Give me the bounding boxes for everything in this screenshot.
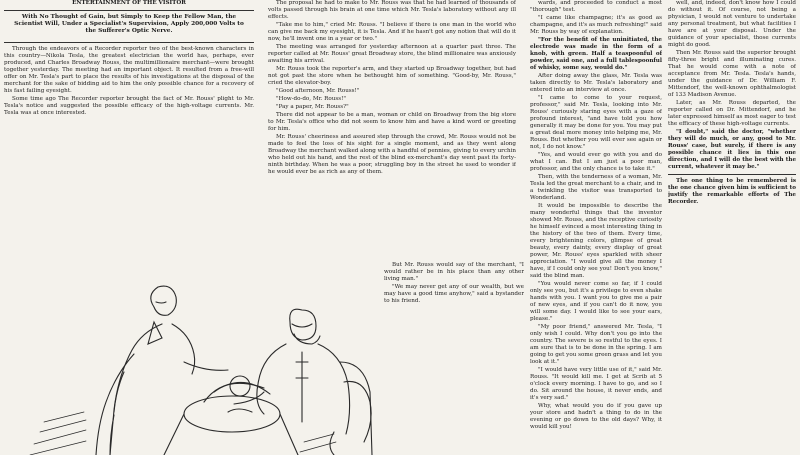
lower-text [384, 262, 524, 455]
paragraph: The meeting was arranged for yesterday afternoon at a quarter past three. The reporter called at Mr. Rouss' great Broadway store, the blind millionaire was anxiously awaiting his arrival. [268, 44, 516, 64]
column-1-top-line: ENTERTAINMENT OF THE VISITOR [72, 0, 186, 6]
paragraph: "For the benefit of the uninitiated, the electrode was made in the form of a knob, with green. Half a teaspoonful of powder, said one, and a full tablespoonful of whisky, some say, would do." [530, 37, 662, 71]
paragraph: "Pay a paper, Mr. Rouss?" [276, 104, 349, 110]
divider [668, 174, 796, 175]
paragraph: There did not appear to be a man, woman or child on Broadway from the big store to Mr. Tesla's office who did not seem to know him and have a kind word or greeting for him. [268, 112, 516, 132]
divider [4, 42, 254, 43]
paragraph: "You would never come so far, if I could only see you, but it's a privilege to even shake hands with you. I want you to give me a pair of new eyes, and if you can't do it now, you will some day. I would like to see your ears, please." [530, 281, 662, 322]
paragraph: Mr. Rouss' cheeriness and assured step through the crowd, Mr. Rouss would not be made to feel the loss of his sight for a single moment, and as they went along Broadway the merchant walked along with a handful of pennies, giving to every urchin who held out his hand, and the rest of the blind ex-merchant's day went past its forty-ninth birthday. When he was a poor, struggling boy in the street he used to wonder if he would ever be as rich as any of them. [268, 134, 516, 175]
paragraph: "Good afternoon, Mr. Rouss!" [276, 88, 360, 94]
paragraph: After doing away the glass, Mr. Tesla was taken directly to Mr. Tesla's laboratory and entered into an interview at once. [530, 73, 662, 93]
paragraph: Then, with the tenderness of a woman, Mr. Tesla led the great merchant to a chair, and in a twinkling the visitor was transported to Wonderland. [530, 174, 662, 201]
divider [4, 10, 254, 11]
illustration-tesla-rouss [4, 262, 376, 455]
paragraph: "My poor friend," answered Mr. Tesla, "I only wish I could. Why don't you go into the country. The severe is so restful to the eyes. I am sure that is to be done in the spring. I am going to get you some green grass and let you look at it." [530, 324, 662, 365]
paragraph: wards, and proceeded to conduct a most "thorough" test. [530, 0, 662, 13]
paragraph: The one thing to be remembered is the one chance given him is sufficient to justify the remarkable efforts of The Recorder. [668, 178, 796, 205]
paragraph: But Mr. Rouss would say of the merchant, "I would rather be in his place than any other living man." [384, 262, 524, 282]
paragraph: "Yes, and would ever go with you and do what I can. But I am just a poor man, professor, and the only chance is to take it." [530, 152, 662, 172]
paragraph: Mr. Rouss took the reporter's arm, and they started up Broadway together, but had not got past the store when he bethought him of something. "Good-by, Mr. Rouss," cried the elevator-boy. [268, 66, 516, 86]
paragraph: Through the endeavors of a Recorder reporter two of the best-known characters in this country—Nikola Tesla, the greatest electrician the world has, perhaps, ever produced, and Charles Broadway Rouss, the multimillionaire merchant—were brought together yesterday. The meeting had an important object. It resulted from a free-will offer on Mr. Tesla's part to place the results of his investigations at the disposal of the merchant for the sake of bidding aid to him the only possible chance for a recovery of his fast failing eyesight. [4, 45, 254, 94]
paragraph: It would be impossible to describe the many wonderful things that the inventor showed Mr. Rouss, and the receptive curiosity he himself evinced a most interesting thing in the history of the two of them. Every time, every brightening colors, glimpse of great beauty, every dainty, every display of great power, Mr. Rouss' eyes sparkled with sheer appreciation. "I would give all the money I have, if I could only see you! Don't you know," said the blind man. [530, 203, 662, 279]
paragraph: Later, as Mr. Rouss departed, the reporter called on Dr. Mittendorf, and he later expressed himself as most eager to test the efficacy of these high-voltage currents. [668, 100, 796, 127]
paragraph: "I doubt," said the doctor, "whether they will do much, or any, good to Mr. Rouss' case, but surely, if there is any possible chance it lies in this one direction, and I will do the best with the current, whatever it may be." [668, 129, 796, 170]
paragraph: Some time ago The Recorder reporter brought the fact of Mr. Rouss' plight to Mr. Tesla's notice and suggested the possible efficacy of the high-voltage currents. Mr. Tesla was at once interested. [4, 95, 254, 116]
paragraph: "I came like champagne; it's as good as champagne, and it's as much refreshing!" said Mr. Rouss by way of explanation. [530, 15, 662, 35]
paragraph: "I would have very little use of it," said Mr. Rouss. "It would kill me. I get at Scrib at 5 o'clock every morning. I have to go, and so I do. Sit around the house, it never ends, and it's very sad." [530, 367, 662, 401]
paragraph: "How-do-do, Mr. Rouss!" [276, 96, 346, 102]
paragraph: Why, what would you do if you gave up your store and hadn't a thing to do in the evening or go down to the old days? Why, it would kill you! [530, 403, 662, 430]
column-1 [4, 0, 254, 262]
column-2 [268, 0, 516, 262]
paragraph: "I came to come to your request, professor," said Mr. Tesla, looking into Mr. Rouss' curiously staring eyes with a gaze of profound interest, "and have told you how generally it may be done for you. You may put a great deal more money into helping me, Mr. Rouss. But whether you will ever see again or not, I do not know." [530, 95, 662, 150]
paragraph: "Take me to him," cried Mr. Rouss. "I believe if there is one man in the world who can give me back my eyesight, it is Tesla. And if he hasn't got any notion that will do it now, he'll invent one in a year or two." [268, 22, 516, 42]
article-deck: With No Thought of Gain, but Simply to Keep the Fellow Man, the Scientist Will, Under a Specialist's Supervision, Apply 200,000 Volts to the Sufferer's Optic Nerve. [14, 14, 244, 35]
column-3 [530, 0, 662, 455]
paragraph: "We may never get any of our wealth, but we may have a good time anyhow," said a bystander to his friend. [384, 284, 524, 304]
paragraph: well, and, indeed, don't know how I could do without it. Of course, not being a physician, I would not venture to undertake any personal treatment, but what facilities I have are at your disposal. Under the guidance of your specialist, those currents might do good. [668, 0, 796, 48]
paragraph: Then Mr. Rouss said the superior brought fifty-three bright and illuminating cures. That he would come with a note of acceptance from Mr. Tesla. Tesla's hands, under the guidance of Dr. William F. Mittendorf, the well-known ophthalmologist of 133 Madison Avenue. [668, 50, 796, 98]
column-4 [668, 0, 796, 262]
engraving-illustration [4, 262, 376, 455]
paragraph: The proposal he had to make to Mr. Rouss was that he had learned of thousands of volts passed through his brain at one time which Mr. Tesla's laboratory without any ill effects. [268, 0, 516, 20]
